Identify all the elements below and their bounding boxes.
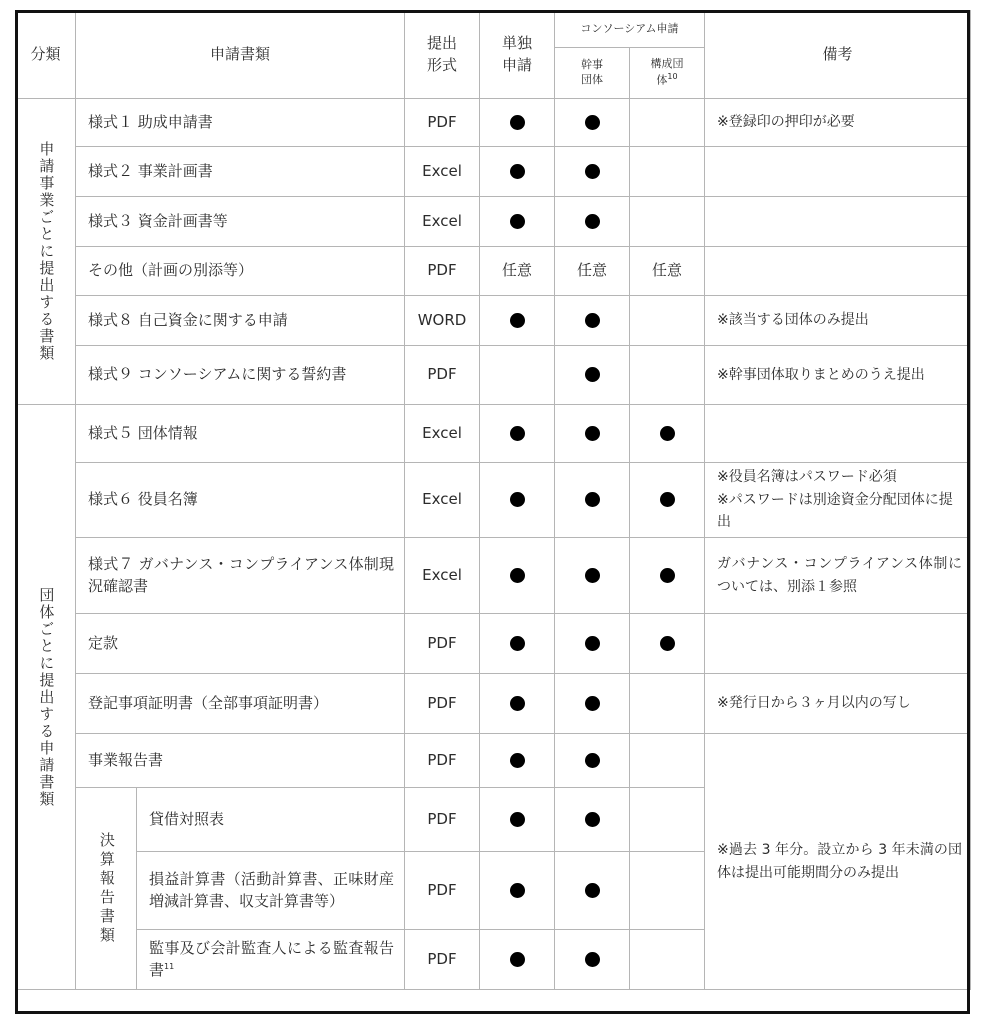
remark-cell: ガバナンス・コンプライアンス体制については、別添１参照 [705,538,971,614]
header-lead: 幹事 団体 [555,48,630,99]
row-label: 損益計算書（活動計算書、正味財産増減計算書、収支計算書等） [137,852,405,930]
header-single: 単独 申請 [480,11,555,99]
remark-cell: ※該当する団体のみ提出 [705,296,971,346]
format-cell: Excel [405,405,480,463]
group-settlement-label: 決算報告書類 [97,831,116,946]
member-cell: 任意 [630,247,705,296]
header-remarks: 備考 [705,11,971,99]
row-label: その他（計画の別添等） [76,247,405,296]
row-label: 定款 [76,614,405,674]
group-per-project-label: 申請事業ごとに提出する書類 [37,141,56,362]
single-cell: 任意 [480,247,555,296]
header-consortium: コンソーシアム申請 [555,11,705,48]
remark-cell: ※登録印の押印が必要 [705,99,971,147]
row-label: 様式７ ガバナンス・コンプライアンス体制現況確認書 [76,538,405,614]
row-label: 様式９ コンソーシアムに関する誓約書 [76,346,405,405]
format-cell: PDF [405,247,480,296]
format-cell: PDF [405,734,480,788]
row-label: 事業報告書 [76,734,405,788]
row-label: 様式２ 事業計画書 [76,147,405,197]
group-per-org-label: 団体ごとに提出する申請書類 [37,586,56,808]
footnote-11: 11 [164,961,175,971]
row-label: 様式８ 自己資金に関する申請 [76,296,405,346]
header-member-label: 構成団 体 [650,57,684,87]
footnote-10: 10 [667,72,678,82]
format-cell: PDF [405,346,480,405]
remark-cell: ※発行日から３ヶ月以内の写し [705,674,971,734]
format-cell: PDF [405,99,480,147]
row-label: 様式６ 役員名簿 [76,463,405,538]
lead-cell: 任意 [555,247,630,296]
row-label: 様式５ 団体情報 [76,405,405,463]
row-label: 貸借対照表 [137,788,405,852]
format-cell: PDF [405,614,480,674]
format-cell: Excel [405,147,480,197]
remark-cell: ※過去 3 年分。設立から 3 年未満の団体は提出可能期間分のみ提出 [705,734,971,990]
row-label: 様式３ 資金計画書等 [76,197,405,247]
row-label-text: 監事及び会計監査人による監査報告書 [149,938,395,979]
header-category: 分類 [16,11,76,99]
format-cell: Excel [405,538,480,614]
format-cell: Excel [405,463,480,538]
remark-cell: ※幹事団体取りまとめのうえ提出 [705,346,971,405]
format-cell: Excel [405,197,480,247]
format-cell: PDF [405,852,480,930]
row-label: 様式１ 助成申請書 [76,99,405,147]
format-cell: PDF [405,788,480,852]
format-cell: PDF [405,930,480,990]
row-label: 登記事項証明書（全部事項証明書） [76,674,405,734]
format-cell: PDF [405,674,480,734]
table-outer-border [15,10,970,1014]
remark-line: ※役員名簿はパスワード必須 [717,469,897,486]
header-format: 提出 形式 [405,11,480,99]
remark-line: ※パスワードは別途資金分配団体に提出 [717,491,953,531]
header-document: 申請書類 [76,11,405,99]
format-cell: WORD [405,296,480,346]
